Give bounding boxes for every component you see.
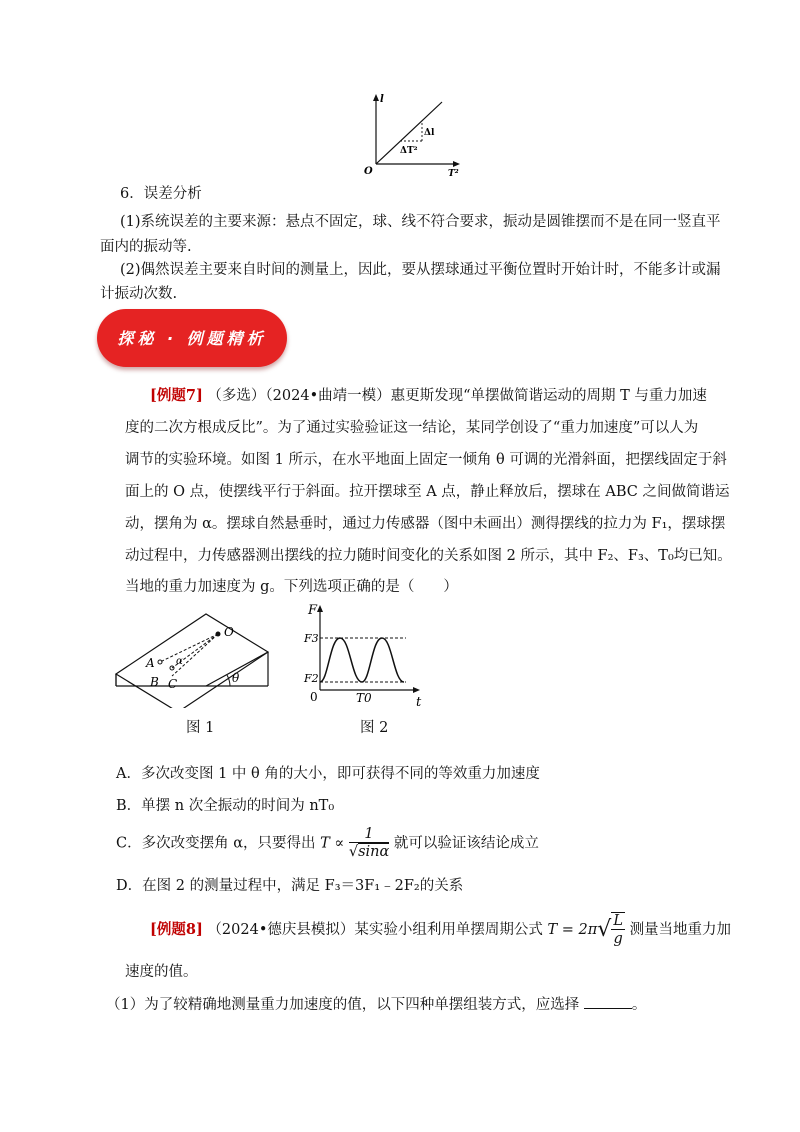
graph-y-label: l xyxy=(380,94,384,105)
fig1-O: O xyxy=(224,625,234,639)
fig2-F2: F2 xyxy=(304,672,319,685)
ex8-line1 xyxy=(150,912,731,948)
option-d: D．在图 2 的测量过程中，满足 F₃＝3F₁﹣2F₂的关系 xyxy=(116,878,464,894)
graph-delta-l: Δl xyxy=(424,128,435,138)
ex8-l1-post: 测量当地重力加 xyxy=(629,922,732,938)
ex7-l1: （多选）（2024•曲靖一模）惠更斯发现“单摆做简谐运动的周期 T 与重力加速 xyxy=(207,388,707,404)
fig1-C: C xyxy=(168,677,178,691)
figure1-incline xyxy=(110,612,280,708)
option-c-den-wrap: √sinα xyxy=(348,844,390,860)
fig2-T0: T0 xyxy=(356,691,372,705)
ex7-l6: 动过程中，力传感器测出摆线的拉力随时间变化的关系如图 2 所示，其中 F₂、F₃、T₀均已知。 xyxy=(125,548,732,564)
ex7-l5: 动，摆角为 α。摆球自然悬垂时，通过力传感器（图中未画出）测得摆线的拉力为 F₁，摆球摆 xyxy=(125,516,726,532)
ex8-q1 xyxy=(106,994,646,1015)
option-c-lhs: T ∝ xyxy=(320,835,345,852)
option-c-post: 就可以验证该结论成立 xyxy=(393,835,539,852)
option-c-pre: C．多次改变摆角 α，只要得出 xyxy=(116,835,316,852)
section-banner xyxy=(97,309,287,367)
graph-x-label: T² xyxy=(448,169,459,178)
answer-blank[interactable] xyxy=(584,994,632,1009)
graph-delta-t: ΔT² xyxy=(400,146,418,156)
fig1-theta: θ xyxy=(232,671,240,685)
figure2-caption: 图 2 xyxy=(360,720,389,736)
l-t2-graph xyxy=(360,90,470,178)
ex8-q1-end: 。 xyxy=(631,997,647,1013)
ex8-tag: [例题8] xyxy=(150,921,203,938)
ex7-l4: 面上的 O 点，使摆线平行于斜面。拉开摆球至 A 点，静止释放后，摆球在 ABC 之间做简谐运 xyxy=(125,484,730,500)
graph-origin: O xyxy=(364,166,373,177)
ex8-formula-den: g xyxy=(613,931,623,947)
section6-p2-l2: 计振动次数. xyxy=(100,286,178,302)
option-c-den: sinα xyxy=(358,844,390,860)
ex7-l2: 度的二次方根成反比”。为了通过实验验证这一结论，某同学创设了“重力加速度”可以人为 xyxy=(125,420,699,436)
section6-p2-l1: (2)偶然误差主要来自时间的测量上，因此，要从摆球通过平衡位置时开始计时，不能多计或漏 xyxy=(120,262,721,278)
section6-heading: 6．误差分析 xyxy=(120,186,202,202)
ex8-formula-num: L xyxy=(613,913,623,929)
figure2-force-graph xyxy=(298,602,438,710)
section6-p1-l2: 面内的振动等. xyxy=(100,239,192,255)
option-c-fraction xyxy=(349,826,389,861)
fig2-t: t xyxy=(416,695,422,710)
option-b: B．单摆 n 次全振动的时间为 nT₀ xyxy=(116,798,335,814)
fig1-alpha: α xyxy=(176,656,183,667)
fig2-origin: 0 xyxy=(310,690,318,704)
ex7-tag: [例题7] xyxy=(150,387,203,404)
ex7-l3: 调节的实验环境。如图 1 所示，在水平地面上固定一倾角 θ 可调的光滑斜面，把摆线固定于斜 xyxy=(125,452,727,468)
banner-label: 探秘 · 例题精析 xyxy=(117,329,267,348)
ex7-line1 xyxy=(150,386,707,406)
option-c xyxy=(116,826,539,861)
fig1-A: A xyxy=(146,656,155,670)
fig2-F: F xyxy=(308,603,318,618)
figure1-caption: 图 1 xyxy=(186,720,215,736)
ex8-formula-fraction xyxy=(611,912,625,948)
option-a: A．多次改变图 1 中 θ 角的大小，即可获得不同的等效重力加速度 xyxy=(116,766,540,782)
ex8-l1-pre: （2024•德庆县模拟）某实验小组利用单摆周期公式 xyxy=(207,922,543,938)
ex8-q1-text: （1）为了较精确地测量重力加速度的值，以下四种单摆组装方式，应选择 xyxy=(106,997,580,1013)
ex7-l7: 当地的重力加速度为 g。下列选项正确的是（ ） xyxy=(125,579,458,595)
ex8-formula-lhs: T = 2π xyxy=(547,922,598,938)
section6-p1-l1: (1)系统误差的主要来源：悬点不固定，球、线不符合要求，振动是圆锥摆而不是在同一竖直平 xyxy=(120,214,721,230)
option-c-num: 1 xyxy=(349,826,389,843)
sqrt-sign: √ xyxy=(597,917,612,942)
fig1-B: B xyxy=(150,675,159,689)
fig2-F3: F3 xyxy=(304,632,319,645)
ex8-l2: 速度的值。 xyxy=(125,964,198,980)
